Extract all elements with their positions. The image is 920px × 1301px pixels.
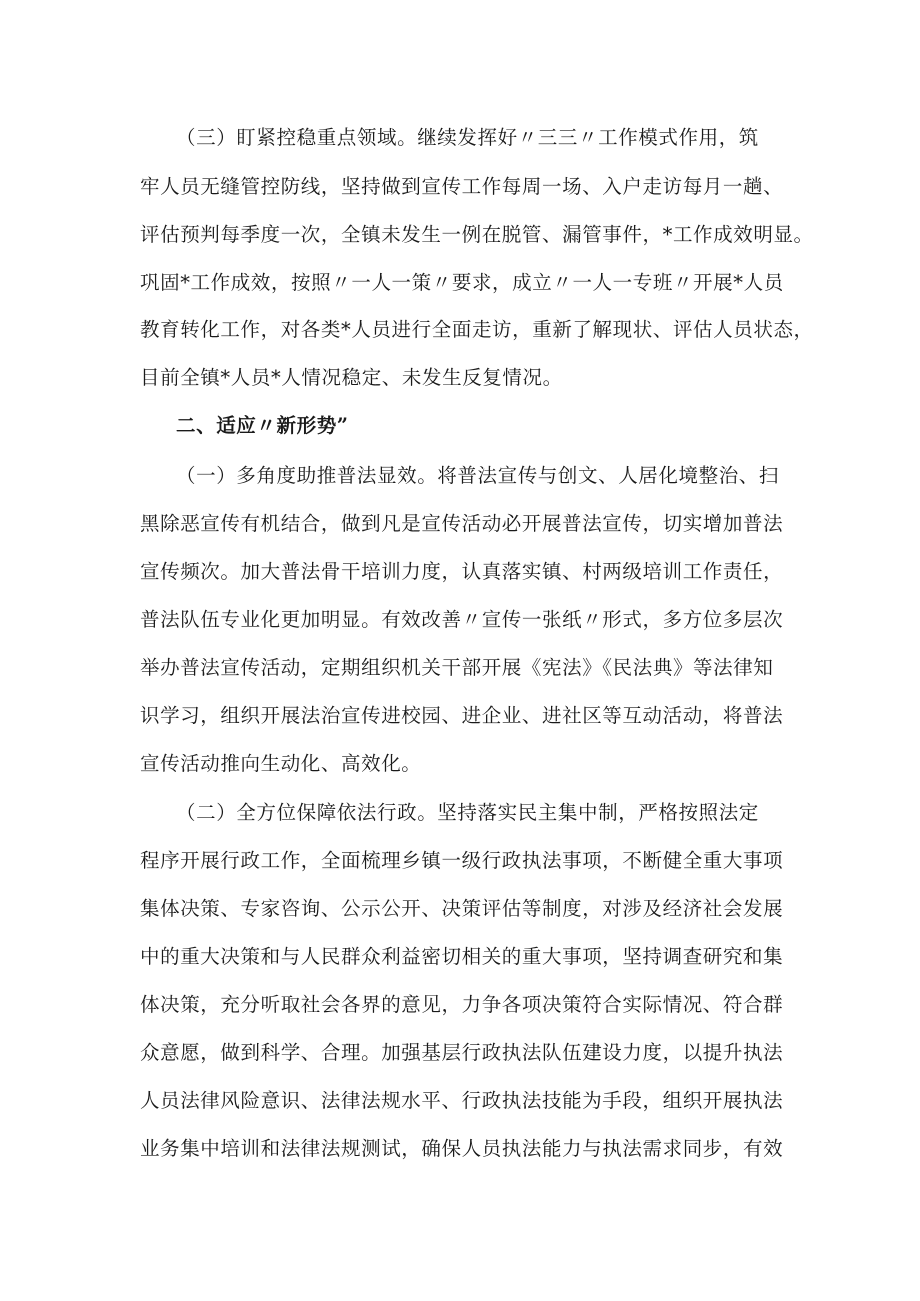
paragraph-1-line-4: 普法队伍专业化更加明显。有效改善〃宣传一张纸〃形式，多方位多层次 [140, 608, 784, 631]
paragraph-2-line-8: 业务集中培训和法律法规测试，确保人员执法能力与执法需求同步，有效 [140, 1137, 784, 1160]
paragraph-1-line-3: 宣传频次。加大普法骨干培训力度，认真落实镇、村两级培训工作责任， [140, 560, 784, 583]
paragraph-3-line-3: 评估预判每季度一次，全镇未发生一例在脱管、漏管事件，*工作成效明显。 [140, 223, 814, 246]
paragraph-3-line-5: 教育转化工作，对各类*人员进行全面走访，重新了解现状、评估人员状态， [140, 318, 814, 341]
paragraph-3-line-6: 目前全镇*人员*人情况稳定、未发生反复情况。 [140, 366, 563, 389]
paragraph-3-line-1: （三）盯紧控稳重点领域。继续发挥好〃三三〃工作模式作用，筑 [176, 126, 759, 149]
paragraph-1-line-5: 举办普法宣传活动，定期组织机关干部开展《宪法》《民法典》等法律知 [140, 656, 774, 679]
paragraph-2-line-5: 体决策，充分听取社会各界的意见，力争各项决策符合实际情况、符合群 [140, 993, 784, 1016]
paragraph-2-line-7: 人员法律风险意识、法律法规水平、行政执法技能为手段，组织开展执法 [140, 1089, 784, 1112]
paragraph-3-line-4: 巩固*工作成效，按照〃一人一策〃要求，成立〃一人一专班〃开展*人员 [140, 271, 784, 294]
paragraph-2-line-6: 众意愿，做到科学、合理。加强基层行政执法队伍建设力度，以提升执法 [140, 1041, 784, 1064]
paragraph-2-line-2: 程序开展行政工作，全面梳理乡镇一级行政执法事项，不断健全重大事项 [140, 849, 784, 872]
paragraph-1-line-6: 识学习，组织开展法治宣传进校园、进企业、进社区等互动活动，将普法 [140, 704, 784, 727]
paragraph-2-line-3: 集体决策、专家咨询、公示公开、决策评估等制度，对涉及经济社会发展 [140, 897, 784, 920]
paragraph-2-line-1: （二）全方位保障依法行政。坚持落实民主集中制，严格按照法定 [176, 801, 759, 824]
paragraph-3-line-2: 牢人员无缝管控防线，坚持做到宣传工作每周一场、入户走访每月一趟、 [140, 175, 784, 198]
paragraph-2-line-4: 中的重大决策和与人民群众利益密切相关的重大事项，坚持调查研究和集 [140, 945, 784, 968]
section-heading: 二、适应〃新形势” [176, 414, 349, 437]
paragraph-1-line-7: 宣传活动推向生动化、高效化。 [140, 752, 422, 775]
paragraph-1-line-1: （一）多角度助推普法显效。将普法宣传与创文、人居化境整治、扫 [176, 464, 780, 487]
paragraph-1-line-2: 黑除恶宣传有机结合，做到凡是宣传活动必开展普法宣传，切实增加普法 [140, 512, 784, 535]
